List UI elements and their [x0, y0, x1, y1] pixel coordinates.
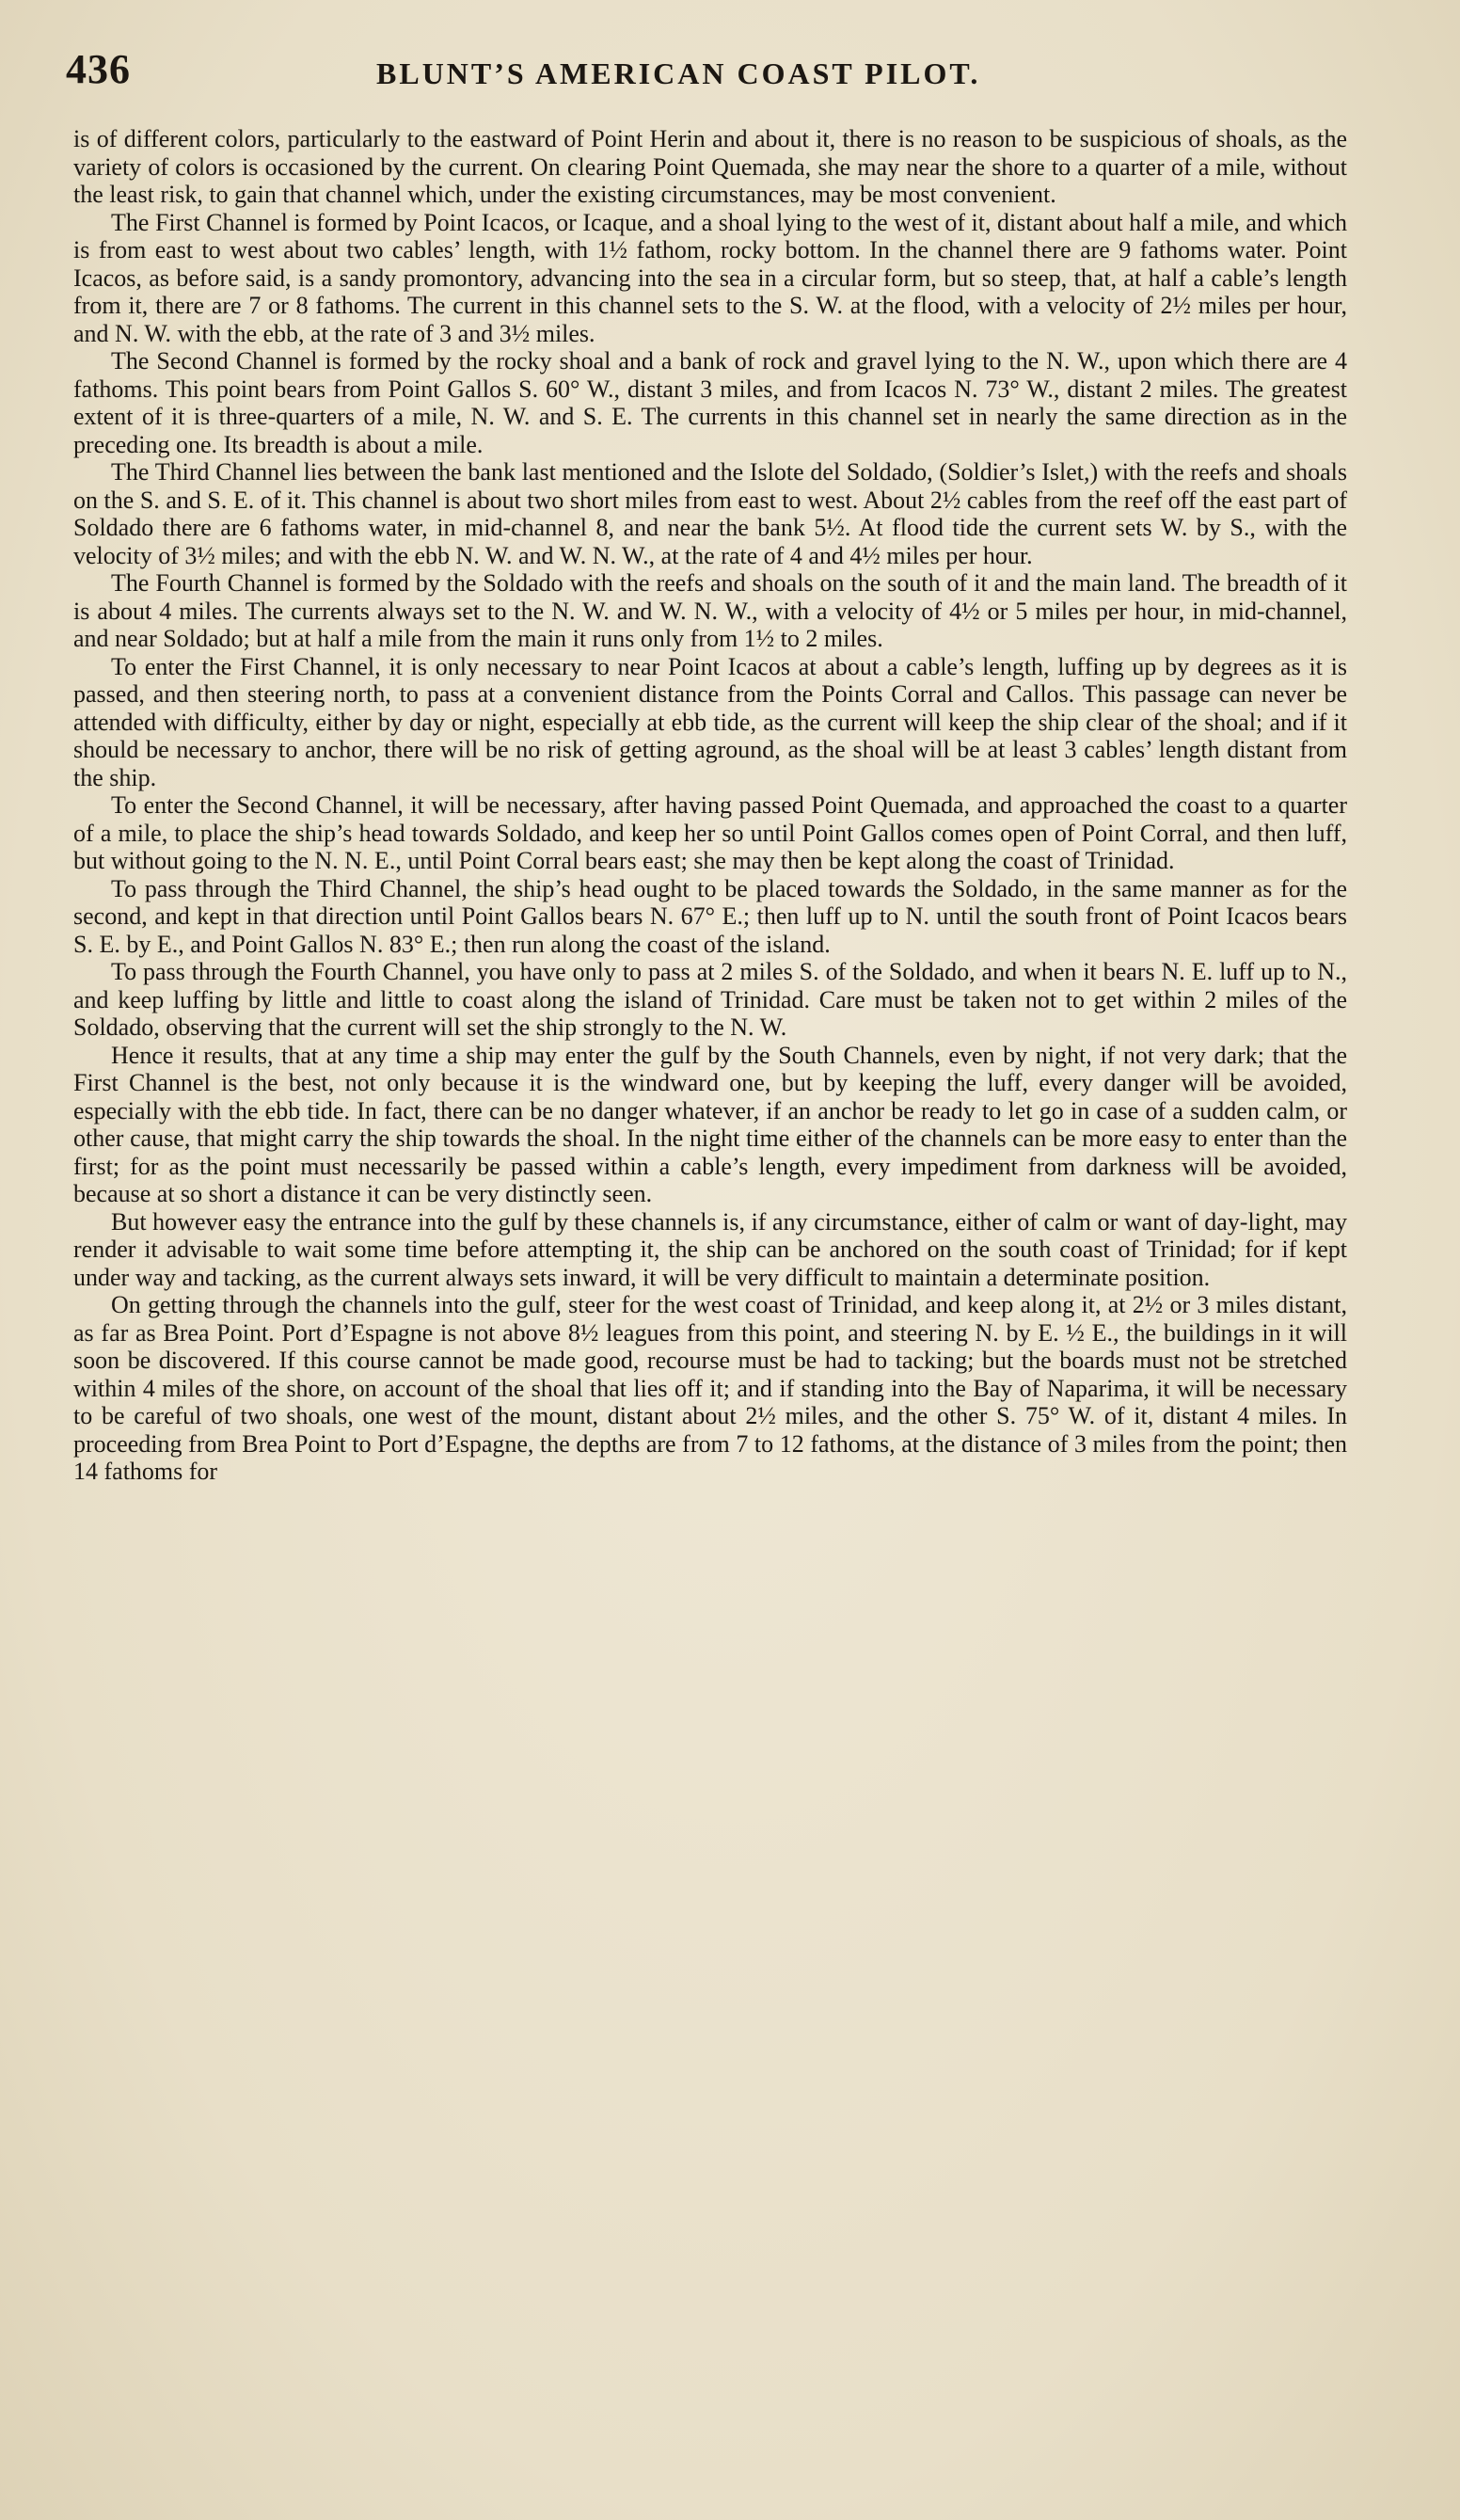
paragraph: Hence it results, that at any time a ship may enter the gulf by the South Channels, even by night, if not very dark; that the First Channel is the best, not only because it is the windward one, but by keeping the luff, every danger will be avoided, especially with the ebb tide. In fact, there can be no danger whatever, if an anchor be ready to let go in case of a sudden calm, or other cause, that might carry the ship towards the shoal. In the night time either of the channels can be more easy to enter than the first; for as the point must necessarily be passed within a cable’s length, every impediment from darkness will be avoided, because at so short a distance it can be very distinctly seen.: [73, 1041, 1347, 1207]
paragraph: The Fourth Channel is formed by the Soldado with the reefs and shoals on the south of it and the main land. The breadth of it is about 4 miles. The currents always set to the N. W. and W. N. W., with a velocity of 4½ or 5 miles per hour, in mid-channel, and near Soldado; but at half a mile from the main it runs only from 1½ to 2 miles.: [73, 569, 1347, 652]
page-number: 436: [66, 46, 131, 92]
paragraph: But however easy the entrance into the gulf by these channels is, if any circumstance, either of calm or want of day-light, may render it advisable to wait some time before attempting it, the ship can be anchored on the south coast of Trinidad; for if kept under way and tacking, as the current always sets inward, it will be very difficult to maintain a determinate position.: [73, 1207, 1347, 1291]
paragraph: To enter the Second Channel, it will be necessary, after having passed Point Quemada, and approached the coast to a quarter of a mile, to place the ship’s head towards Soldado, and keep her so until Point Gallos comes open of Point Corral, and then luff, but without going to the N. N. E., until Point Corral bears east; she may then be kept along the coast of Trinidad.: [73, 791, 1347, 874]
running-title: BLUNT’S AMERICAN COAST PILOT.: [376, 56, 981, 90]
paragraph: The Third Channel lies between the bank last mentioned and the Islote del Soldado, (Soldier’s Islet,) with the reefs and shoals on the S. and S. E. of it. This channel is about two short miles from east to west. About 2½ cables from the reef off the east part of Soldado there are 6 fathoms water, in mid-channel 8, and near the bank 5½. At flood tide the current sets W. by S., with the velocity of 3½ miles; and with the ebb N. W. and W. N. W., at the rate of 4 and 4½ miles per hour.: [73, 458, 1347, 569]
paragraph: On getting through the channels into the gulf, steer for the west coast of Trinidad, and keep along it, at 2½ or 3 miles distant, as far as Brea Point. Port d’Espagne is not above 8½ leagues from this point, and steering N. by E. ½ E., the buildings in it will soon be discovered. If this course cannot be made good, recourse must be had to tacking; but the boards must not be stretched within 4 miles of the shore, on account of the shoal that lies off it; and if standing into the Bay of Naparima, it will be necessary to be careful of two shoals, one west of the mount, distant about 2½ miles, and the other S. 75° W. of it, distant 4 miles. In proceeding from Brea Point to Port d’Espagne, the depths are from 7 to 12 fathoms, at the distance of 3 miles from the point; then 14 fathoms for: [73, 1291, 1347, 1485]
paragraph: To enter the First Channel, it is only necessary to near Point Icacos at about a cable’s length, luffing up by degrees as it is passed, and then steering north, to pass at a convenient distance from the Points Corral and Callos. This passage can never be attended with difficulty, either by day or night, especially at ebb tide, as the current will keep the ship clear of the shoal; and if it should be necessary to anchor, there will be no risk of getting aground, as the shoal will be at least 3 cables’ length distant from the ship.: [73, 652, 1347, 791]
paragraph: To pass through the Fourth Channel, you have only to pass at 2 miles S. of the Soldado, and when it bears N. E. luff up to N., and keep luffing by little and little to coast along the island of Trinidad. Care must be taken not to get within 2 miles of the Soldado, observing that the current will set the ship strongly to the N. W.: [73, 958, 1347, 1041]
paragraph: is of different colors, particularly to the eastward of Point Herin and about it, there is no reason to be suspicious of shoals, as the variety of colors is occasioned by the current. On clearing Point Quemada, she may near the shore to a quarter of a mile, without the least risk, to gain that channel which, under the existing circumstances, may be most convenient.: [73, 125, 1347, 208]
body-text: [73, 125, 1347, 1486]
page-header: [66, 45, 1373, 102]
paragraph: The First Channel is formed by Point Icacos, or Icaque, and a shoal lying to the west of it, distant about half a mile, and which is from east to west about two cables’ length, with 1½ fathom, rocky bottom. In the channel there are 9 fathoms water. Point Icacos, as before said, is a sandy promontory, advancing into the sea in a circular form, but so steep, that, at half a cable’s length from it, there are 7 or 8 fathoms. The current in this channel sets to the S. W. at the flood, with a velocity of 2½ miles per hour, and N. W. with the ebb, at the rate of 3 and 3½ miles.: [73, 208, 1347, 347]
paragraph: To pass through the Third Channel, the ship’s head ought to be placed towards the Soldado, in the same manner as for the second, and kept in that direction until Point Gallos bears N. 67° E.; then luff up to N. until the south front of Point Icacos bears S. E. by E., and Point Gallos N. 83° E.; then run along the coast of the island.: [73, 874, 1347, 958]
paragraph: The Second Channel is formed by the rocky shoal and a bank of rock and gravel lying to the N. W., upon which there are 4 fathoms. This point bears from Point Gallos S. 60° W., distant 3 miles, and from Icacos N. 73° W., distant 2 miles. The greatest extent of it is three-quarters of a mile, N. W. and S. E. The currents in this channel set in nearly the same direction as in the preceding one. Its breadth is about a mile.: [73, 347, 1347, 458]
